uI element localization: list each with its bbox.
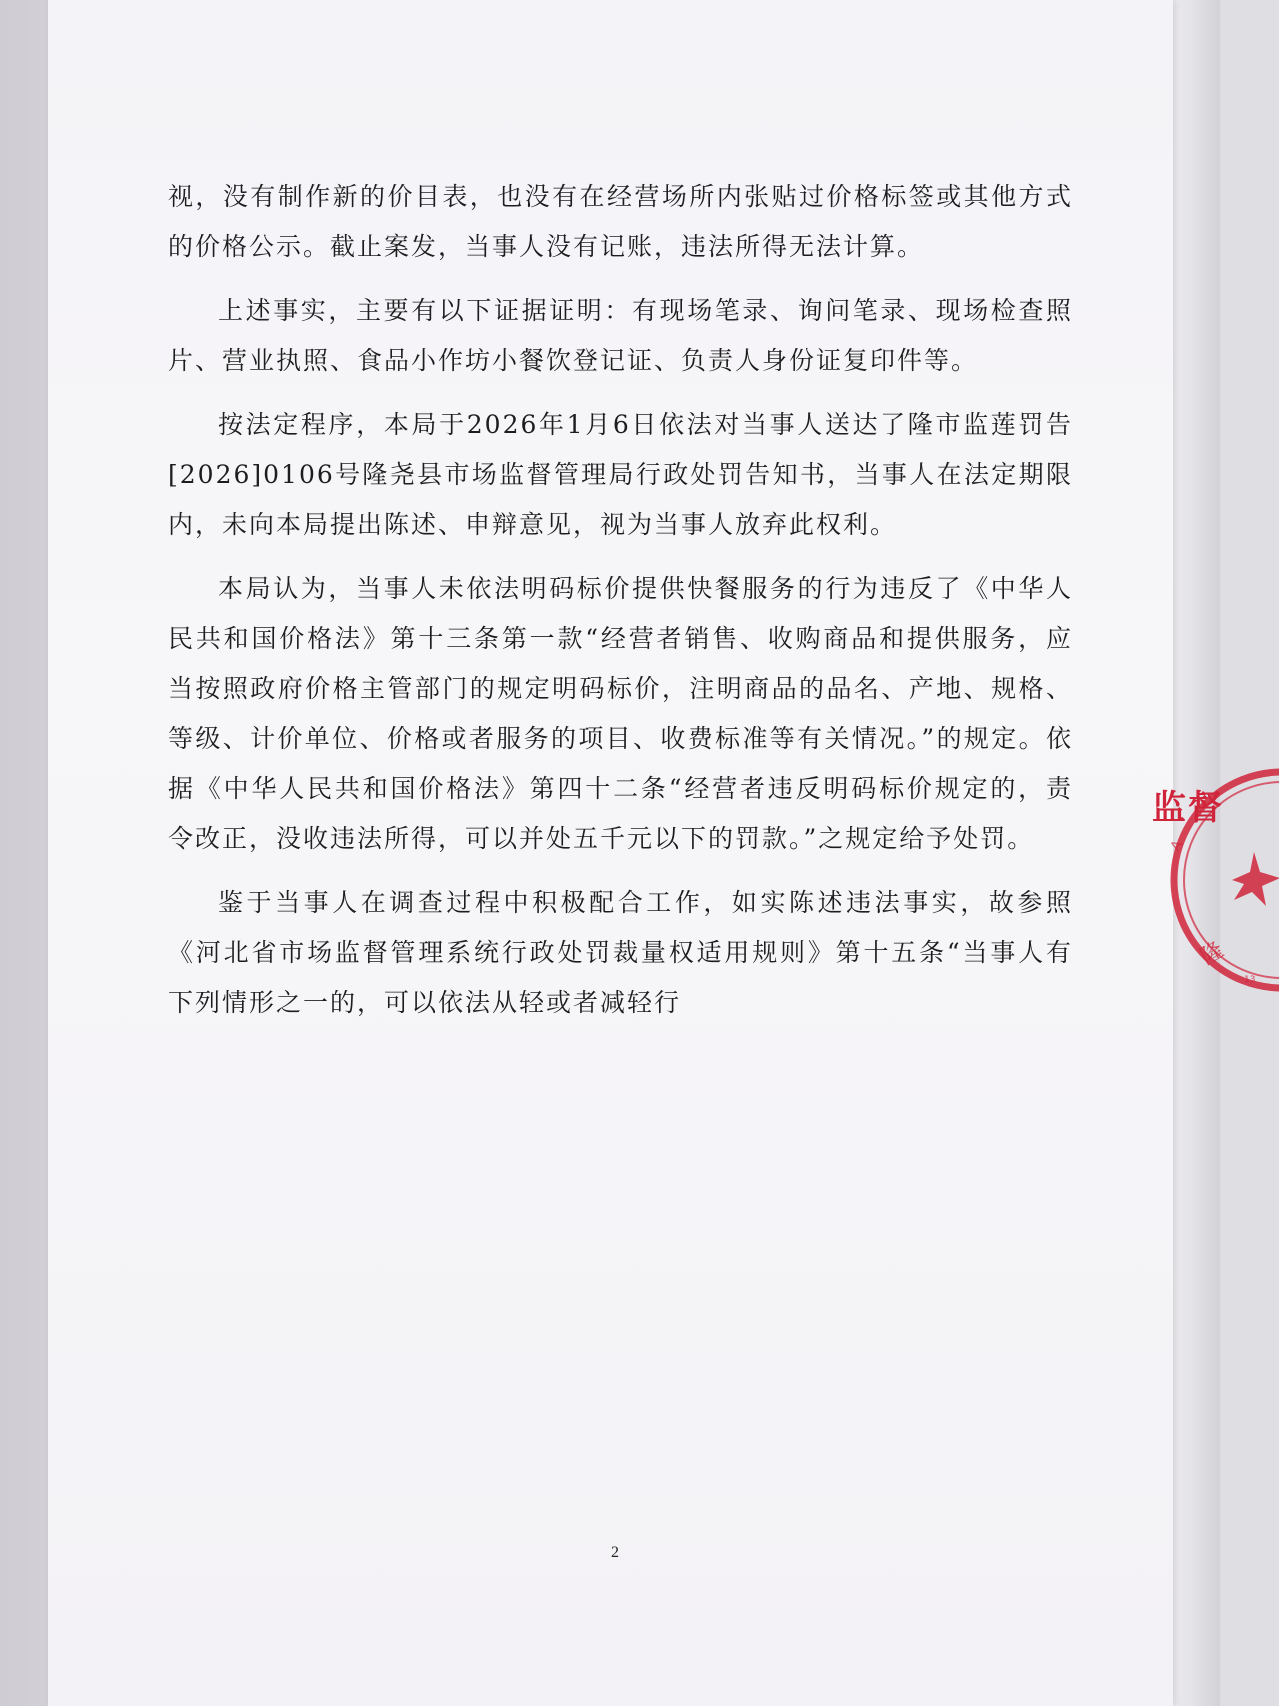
svg-text:隆: 隆: [1196, 937, 1229, 971]
document-body: [168, 172, 1073, 1042]
paragraph-evidence: 上述事实，主要有以下证据证明：有现场笔录、询问笔录、现场检查照片、营业执照、食品小作坊小餐饮登记证、负责人身份证复印件等。: [168, 296, 1073, 375]
svg-text:A: A: [1167, 837, 1187, 854]
paragraph-procedure: 按法定程序，本局于2026年1月6日依法对当事人送达了隆市监莲罚告[2026]0106号隆尧县市场监督管理局行政处罚告知书，当事人在法定期限内，未向本局提出陈述、申辩意见，视为当事人放弃此权利。: [168, 410, 1073, 539]
paragraph-finding: 本局认为，当事人未依法明码标价提供快餐服务的行为违反了《中华人民共和国价格法》第十三条第一款“经营者销售、收购商品和提供服务，应当按照政府价格主管部门的规定明码标价，注明商品的品名、产地、规格、等级、计价单位、价格或者服务的项目、收费标准等有关情况。”的规定。依据《中华人民共和国价格法》第四十二条“经营者违反明码标价规定的，责令改正，没收违法所得，可以并处五千元以下的罚款。”之规定给予处罚。: [168, 574, 1073, 853]
svg-text:13: 13: [1244, 975, 1256, 985]
official-seal: [1132, 760, 1279, 1000]
seal-text: 监督: [1152, 788, 1224, 828]
paragraph-continuation: 视，没有制作新的价目表，也没有在经营场所内张贴过价格标签或其他方式的价格公示。截止案发，当事人没有记账，违法所得无法计算。: [168, 182, 1073, 261]
page-number: 2: [611, 1544, 619, 1561]
paragraph-mitigation: 鉴于当事人在调查过程中积极配合工作，如实陈述违法事实，故参照《河北省市场监督管理系统行政处罚裁量权适用规则》第十五条“当事人有下列情形之一的，可以依法从轻或者减轻行: [168, 888, 1073, 1017]
